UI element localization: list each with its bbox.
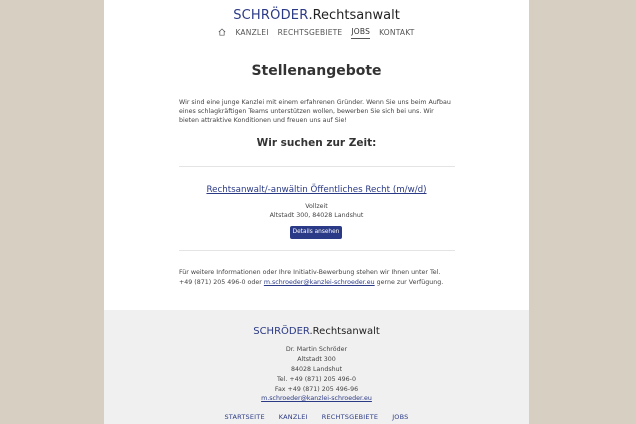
intro-text: Wir sind eine junge Kanzlei mit einem erfahrenen Gründer. Wenn Sie uns beim Aufbau eines schlagkräftigen Teams unterstützen wollen, bewerben Sie sich bei uns. Wir bieten attraktive Konditionen und freuen uns auf Sie! bbox=[179, 99, 451, 124]
footer-nav-jobs[interactable]: JOBS bbox=[392, 413, 409, 421]
footer-logo-brand: SCHRÖDER bbox=[253, 326, 310, 337]
nav-item-rechtsgebiete[interactable]: RECHTSGEBIETE bbox=[277, 27, 343, 37]
footer-logo[interactable] bbox=[104, 326, 529, 337]
logo-brand: SCHRÖDER bbox=[233, 8, 309, 23]
footer-logo-suffix: .Rechtsanwalt bbox=[309, 326, 380, 337]
job-title-link[interactable]: Rechtsanwalt/-anwältin Öffentliches Recht (m/w/d) bbox=[206, 185, 427, 195]
page bbox=[104, 0, 529, 424]
job-type: Vollzeit bbox=[305, 203, 328, 210]
info-line-1: Für weitere Informationen oder Ihre Initiativ-Bewerbung stehen wir Ihnen unter Tel. bbox=[179, 269, 441, 276]
nav-item-jobs[interactable]: JOBS bbox=[351, 27, 370, 39]
info-email-link[interactable]: m.schroeder@kanzlei-schroeder.eu bbox=[263, 279, 375, 286]
footer-fax: Fax +49 (871) 205 496-96 bbox=[274, 386, 359, 393]
info-line-2 bbox=[179, 278, 469, 288]
footer-tel: Tel. +49 (871) 205 496-0 bbox=[277, 376, 356, 383]
page-title: Stellenangebote bbox=[251, 63, 382, 79]
divider bbox=[179, 250, 455, 251]
footer-nav-kanzlei[interactable]: KANZLEI bbox=[278, 413, 308, 421]
footer-email-link[interactable]: m.schroeder@kanzlei-schroeder.eu bbox=[261, 395, 372, 402]
divider bbox=[179, 166, 455, 167]
nav-item-kontakt[interactable]: KONTAKT bbox=[379, 27, 415, 37]
site-logo[interactable] bbox=[104, 8, 529, 23]
nav-home[interactable] bbox=[218, 28, 226, 38]
details-button[interactable]: Details ansehen bbox=[290, 226, 342, 239]
footer-nav-rechtsgebiete[interactable]: RECHTSGEBIETE bbox=[321, 413, 379, 421]
footer-nav bbox=[104, 413, 529, 421]
job-address: Altstadt 300, 84028 Landshut bbox=[269, 212, 364, 219]
nav-item-kanzlei[interactable]: KANZLEI bbox=[235, 27, 269, 37]
footer-nav-startseite[interactable]: STARTSEITE bbox=[224, 413, 265, 421]
section-heading: Wir suchen zur Zeit: bbox=[256, 137, 377, 149]
footer-street: Altstadt 300 bbox=[297, 356, 336, 363]
footer-city: 84028 Landshut bbox=[290, 366, 343, 373]
main-nav bbox=[104, 27, 529, 39]
info-phone-text: +49 (871) 205 496-0 oder bbox=[179, 279, 264, 286]
footer bbox=[104, 310, 529, 424]
info-suffix-text: gerne zur Verfügung. bbox=[374, 279, 444, 286]
home-icon bbox=[218, 28, 226, 36]
logo-suffix: .Rechtsanwalt bbox=[308, 8, 400, 23]
footer-name: Dr. Martin Schröder bbox=[285, 346, 348, 353]
contact-info-text bbox=[179, 268, 469, 288]
